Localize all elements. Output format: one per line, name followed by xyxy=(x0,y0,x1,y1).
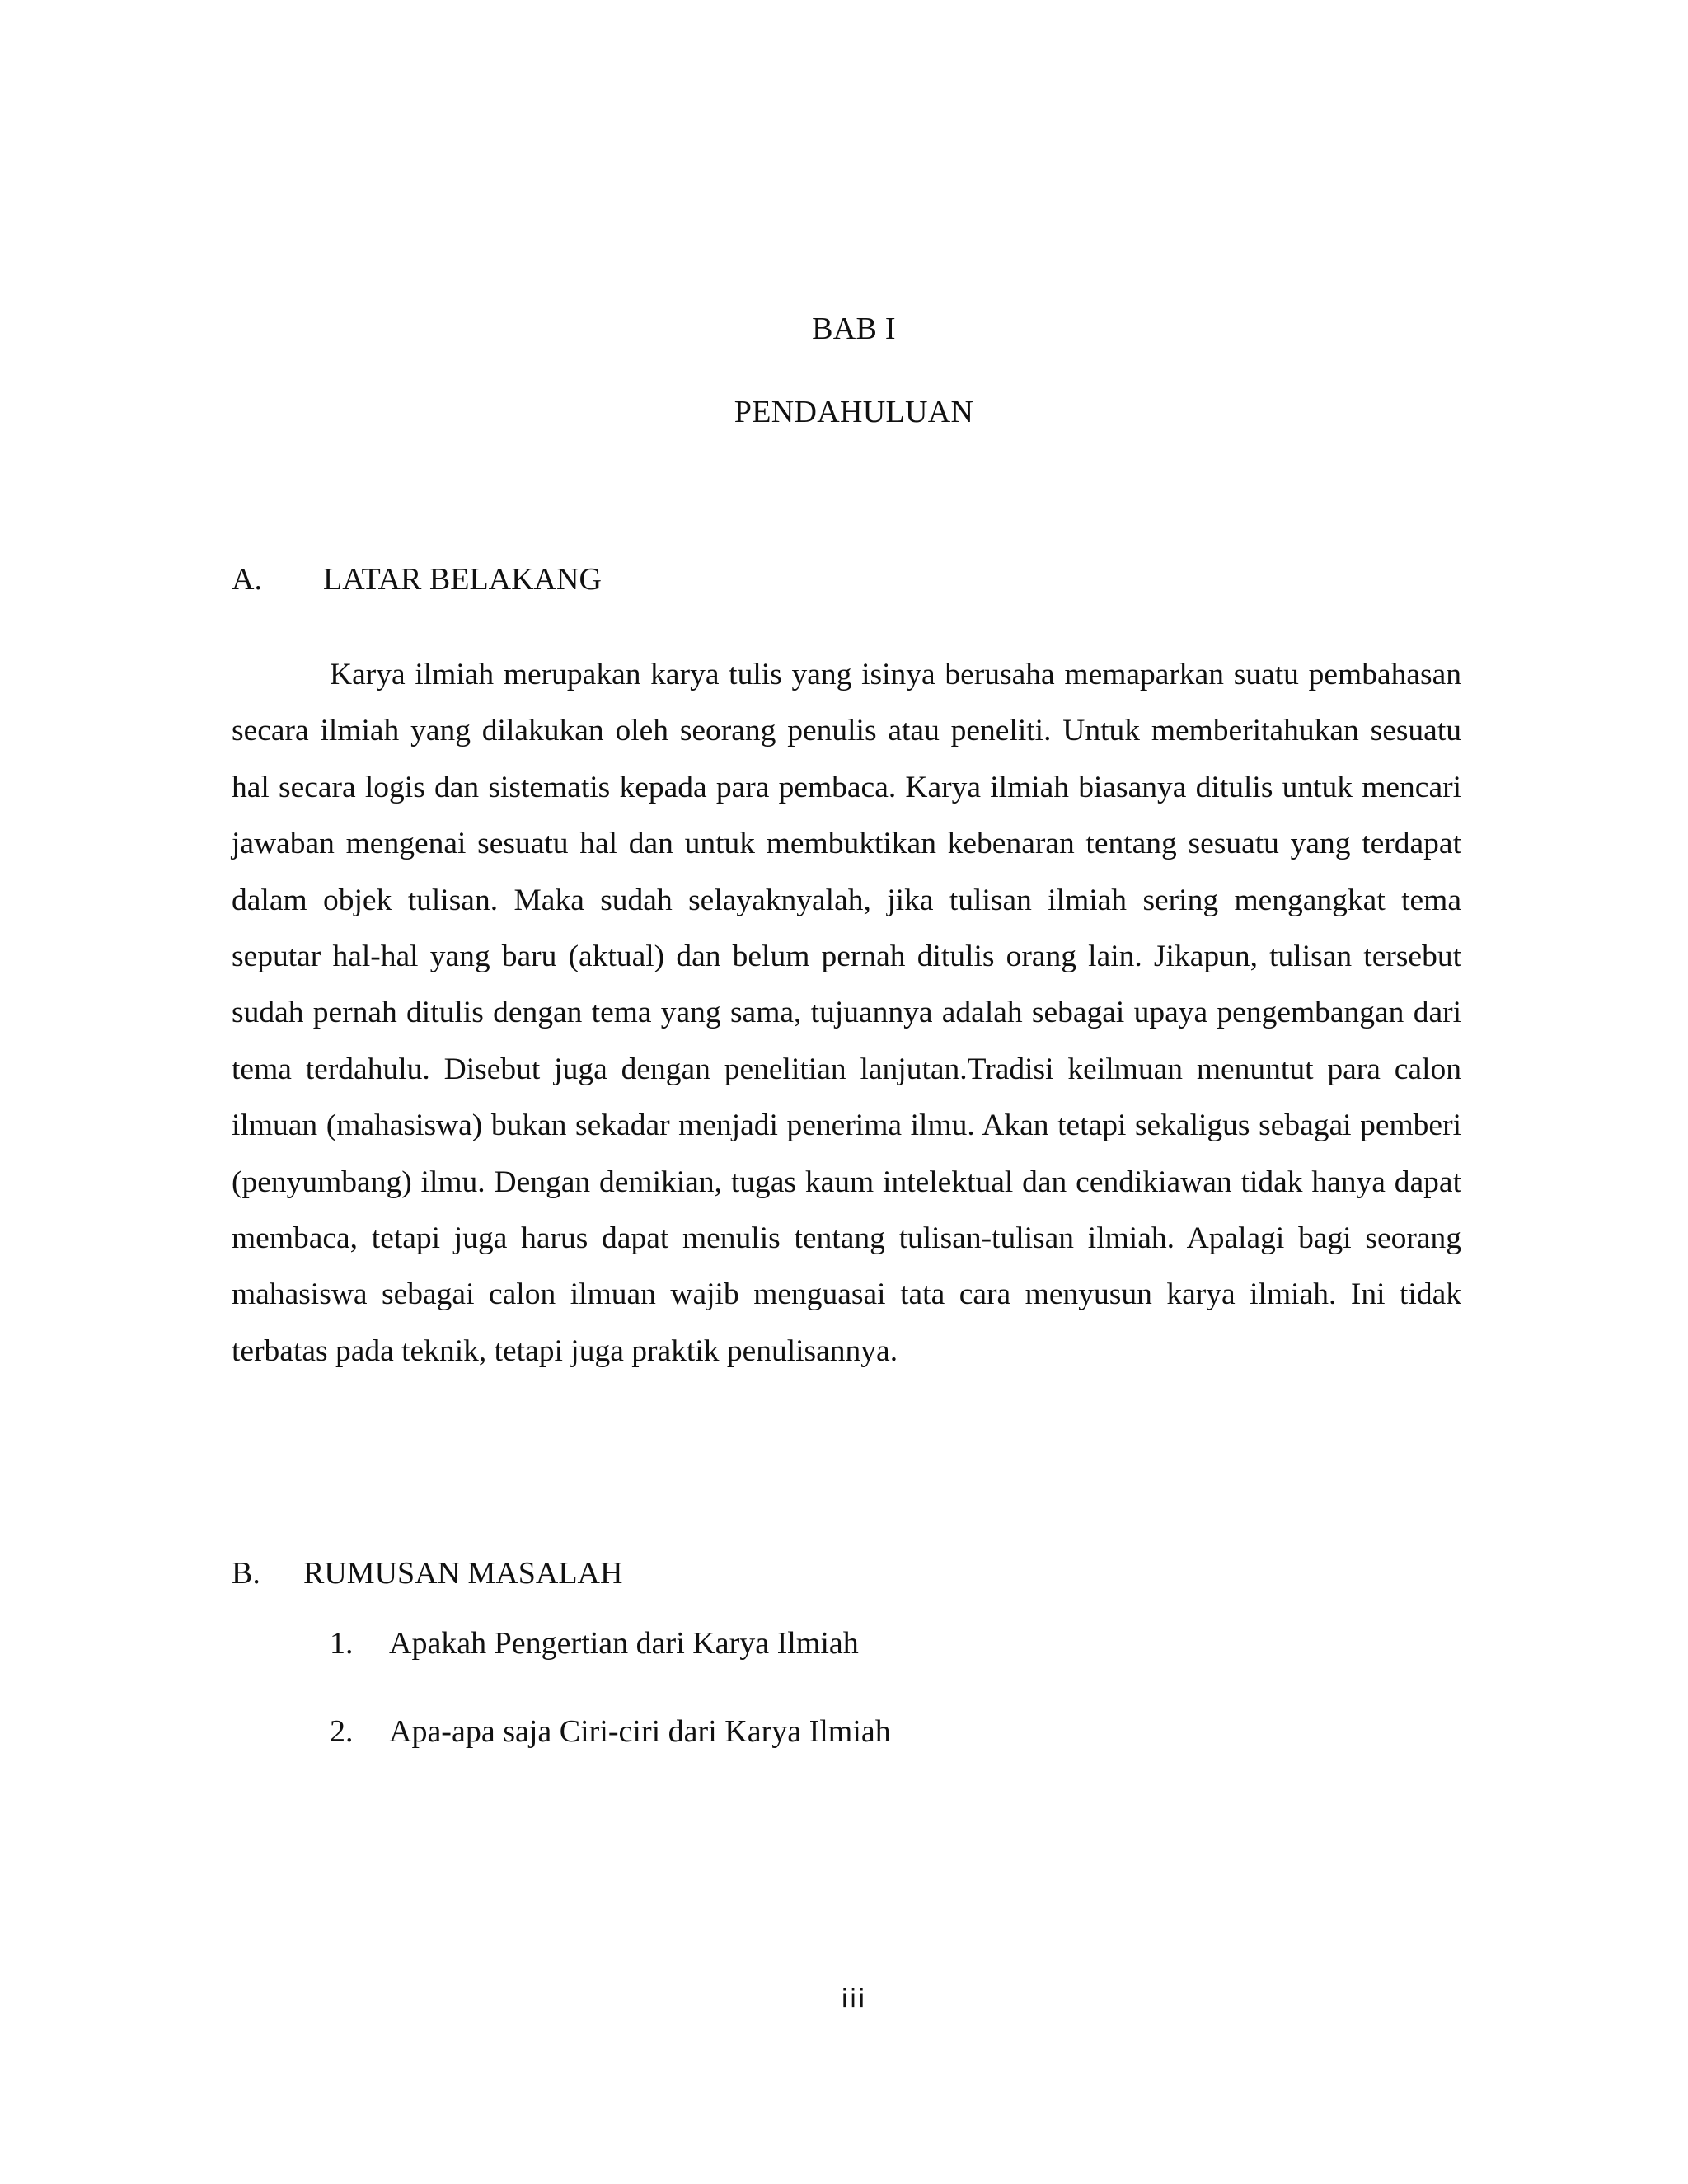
background-paragraph: Karya ilmiah merupakan karya tulis yang isinya berusaha memaparkan suatu pembahasan secara ilmiah yang dilakukan oleh seorang penulis atau peneliti. Untuk memberitahukan sesuatu hal secara logis dan sistematis kepada para pembaca. Karya ilmiah biasanya ditulis untuk mencari jawaban mengenai sesuatu hal dan untuk membuktikan kebenaran tentang sesuatu yang terdapat dalam objek tulisan. Maka sudah selayaknyalah, jika tulisan ilmiah sering mengangkat tema seputar hal-hal yang baru (aktual) dan belum pernah ditulis orang lain. Jikapun, tulisan tersebut sudah pernah ditulis dengan tema yang sama, tujuannya adalah sebagai upaya pengembangan dari tema terdahulu. Disebut juga dengan penelitian lanjutan.Tradisi keilmuan menuntut para calon ilmuan (mahasiswa) bukan sekadar menjadi penerima ilmu. Akan tetapi sekaligus sebagai pemberi (penyumbang) ilmu. Dengan demikian, tugas kaum intelektual dan cendikiawan tidak hanya dapat membaca, tetapi juga harus dapat menulis tentang tulisan-tulisan ilmiah. Apalagi bagi seorang mahasiswa sebagai calon ilmuan wajib menguasai tata cara menyusun karya ilmiah. Ini tidak terbatas pada teknik, tetapi juga praktik penulisannya. xyxy=(232,658,1461,1368)
chapter-label: BAB I xyxy=(812,312,896,346)
chapter-title: PENDAHULUAN xyxy=(734,395,974,429)
list-item xyxy=(330,1713,891,1801)
section-heading-rumusan-masalah xyxy=(232,1554,622,1592)
list-item xyxy=(330,1624,891,1713)
list-item-text: Apakah Pengertian dari Karya Ilmiah xyxy=(389,1626,859,1661)
page-number: iii xyxy=(841,1985,867,2013)
list-item-number: 1. xyxy=(330,1626,354,1661)
section-letter: B. xyxy=(232,1556,260,1591)
list-item-text: Apa-apa saja Ciri-ciri dari Karya Ilmiah xyxy=(389,1714,891,1749)
section-heading-latar-belakang xyxy=(232,560,602,598)
problem-list xyxy=(330,1624,891,1801)
section-heading-text: RUMUSAN MASALAH xyxy=(303,1556,623,1591)
section-heading-text: LATAR BELAKANG xyxy=(323,562,602,597)
list-item-number: 2. xyxy=(330,1714,354,1749)
section-letter: A. xyxy=(232,562,262,597)
